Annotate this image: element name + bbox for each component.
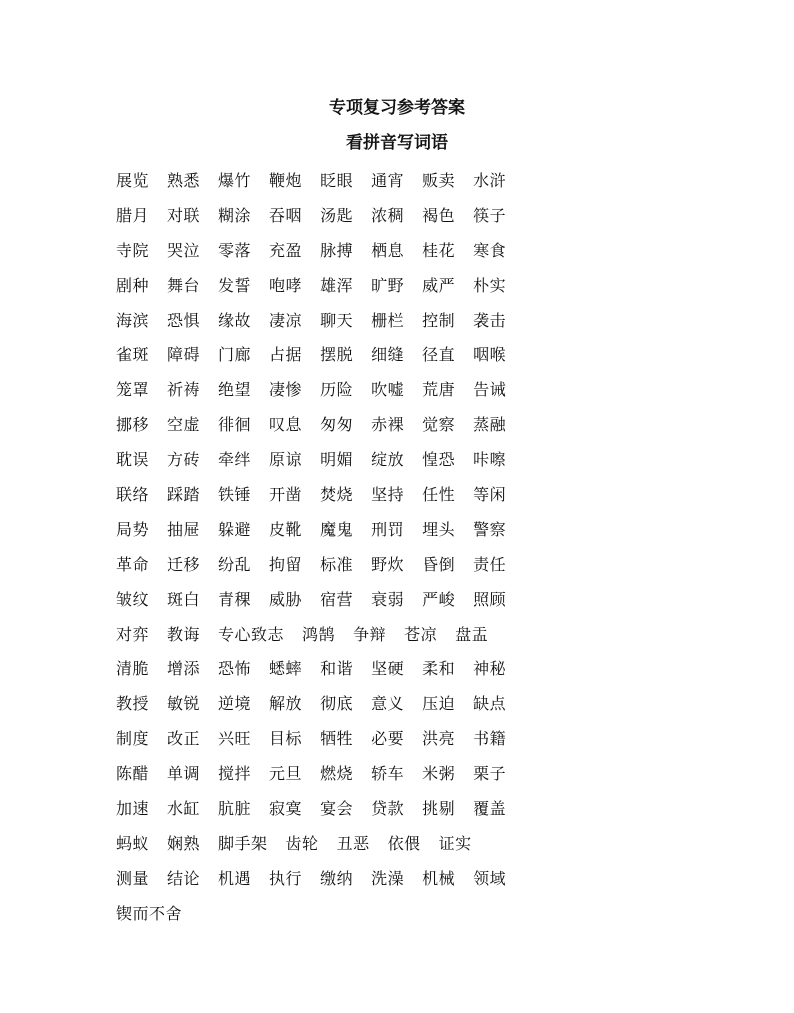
word-item: 覆盖: [473, 798, 507, 818]
word-item: 教授: [116, 694, 150, 714]
word-item: 浓稠: [371, 205, 405, 225]
word-item: 对联: [167, 205, 201, 225]
word-item: 领域: [473, 868, 507, 888]
word-item: 逆境: [218, 694, 252, 714]
word-item: 哭泣: [167, 240, 201, 260]
word-item: 占据: [269, 345, 303, 365]
word-item: 通宵: [371, 170, 405, 190]
word-item: 腊月: [116, 205, 150, 225]
word-item: 牵绊: [218, 450, 252, 470]
word-row: [116, 616, 736, 651]
word-item: 刑罚: [371, 519, 405, 539]
word-item: 踩踏: [167, 484, 201, 504]
word-item: 赤裸: [371, 415, 405, 435]
word-item: 剧种: [116, 275, 150, 295]
word-item: 严峻: [422, 589, 456, 609]
word-item: 威胁: [269, 589, 303, 609]
word-item: 展览: [116, 170, 150, 190]
word-item: 鞭炮: [269, 170, 303, 190]
word-item: 躲避: [218, 519, 252, 539]
word-row: [116, 511, 736, 546]
page-title: 专项复习参考答案: [329, 98, 465, 118]
word-item: 凄凉: [269, 310, 303, 330]
word-item: 径直: [422, 345, 456, 365]
word-item: 袭击: [473, 310, 507, 330]
word-item: 增添: [167, 659, 201, 679]
word-item: 证实: [438, 833, 472, 853]
word-item: 筷子: [473, 205, 507, 225]
word-item: 衰弱: [371, 589, 405, 609]
word-item: 缘故: [218, 310, 252, 330]
word-item: 革命: [116, 554, 150, 574]
word-item: 野炊: [371, 554, 405, 574]
word-row: [116, 581, 736, 616]
word-item: 目标: [269, 729, 303, 749]
word-item: 寂寞: [269, 798, 303, 818]
word-item: 苍凉: [404, 624, 438, 644]
word-item: 青稞: [218, 589, 252, 609]
word-item: 必要: [371, 729, 405, 749]
word-item: 焚烧: [320, 484, 354, 504]
word-item: 吞咽: [269, 205, 303, 225]
word-item: 控制: [422, 310, 456, 330]
word-item: 细缝: [371, 345, 405, 365]
word-item: 历险: [320, 380, 354, 400]
word-item: 轿车: [371, 764, 405, 784]
word-row: [116, 825, 736, 860]
word-item: 威严: [422, 275, 456, 295]
word-item: 压迫: [422, 694, 456, 714]
word-item: 旷野: [371, 275, 405, 295]
word-item: 褐色: [422, 205, 456, 225]
word-item: 神秘: [473, 659, 507, 679]
word-item: 任性: [422, 484, 456, 504]
word-item: 米粥: [422, 764, 456, 784]
word-row: [116, 546, 736, 581]
word-item: 皮靴: [269, 519, 303, 539]
word-item: 摆脱: [320, 345, 354, 365]
word-item: 丑恶: [336, 833, 370, 853]
word-item: 标准: [320, 554, 354, 574]
word-item: 缺点: [473, 694, 507, 714]
word-item: 执行: [269, 868, 303, 888]
word-item: 专心致志: [218, 624, 285, 644]
word-item: 肮脏: [218, 798, 252, 818]
section-heading: 看拼音写词语: [346, 133, 448, 153]
word-item: 警察: [473, 519, 507, 539]
word-item: 告诫: [473, 380, 507, 400]
word-item: 原谅: [269, 450, 303, 470]
word-item: 栅栏: [371, 310, 405, 330]
word-item: 结论: [167, 868, 201, 888]
word-item: 锲而不舍: [116, 903, 183, 923]
word-item: 凄惨: [269, 380, 303, 400]
word-item: 恐怖: [218, 659, 252, 679]
word-item: 测量: [116, 868, 150, 888]
word-item: 洗澡: [371, 868, 405, 888]
word-item: 门廊: [218, 345, 252, 365]
word-item: 眨眼: [320, 170, 354, 190]
word-item: 脚手架: [218, 833, 268, 853]
word-item: 柔和: [422, 659, 456, 679]
word-item: 糊涂: [218, 205, 252, 225]
word-item: 照顾: [473, 589, 507, 609]
word-item: 魔鬼: [320, 519, 354, 539]
word-item: 彻底: [320, 694, 354, 714]
word-item: 盘盂: [455, 624, 489, 644]
word-item: 责任: [473, 554, 507, 574]
word-item: 宿营: [320, 589, 354, 609]
word-item: 寺院: [116, 240, 150, 260]
word-row: [116, 755, 736, 790]
word-item: 贩卖: [422, 170, 456, 190]
word-item: 雄浑: [320, 275, 354, 295]
word-item: 栖息: [371, 240, 405, 260]
word-item: 迁移: [167, 554, 201, 574]
word-item: 局势: [116, 519, 150, 539]
word-row: [116, 162, 736, 197]
word-item: 挪移: [116, 415, 150, 435]
word-item: 陈醋: [116, 764, 150, 784]
word-item: 水缸: [167, 798, 201, 818]
word-list: [116, 162, 736, 930]
word-item: 书籍: [473, 729, 507, 749]
word-item: 拘留: [269, 554, 303, 574]
word-item: 觉察: [422, 415, 456, 435]
word-item: 蒸融: [473, 415, 507, 435]
word-item: 机遇: [218, 868, 252, 888]
word-item: 宴会: [320, 798, 354, 818]
word-item: 雀斑: [116, 345, 150, 365]
word-item: 昏倒: [422, 554, 456, 574]
word-item: 栗子: [473, 764, 507, 784]
word-item: 对弈: [116, 624, 150, 644]
word-item: 水浒: [473, 170, 507, 190]
word-item: 机械: [422, 868, 456, 888]
word-item: 咆哮: [269, 275, 303, 295]
word-item: 叹息: [269, 415, 303, 435]
word-item: 舞台: [167, 275, 201, 295]
word-item: 爆竹: [218, 170, 252, 190]
word-row: [116, 197, 736, 232]
word-item: 恐惧: [167, 310, 201, 330]
word-item: 贷款: [371, 798, 405, 818]
word-item: 依偎: [387, 833, 421, 853]
word-item: 充盈: [269, 240, 303, 260]
word-item: 坚硬: [371, 659, 405, 679]
word-item: 明媚: [320, 450, 354, 470]
word-item: 咔嚓: [473, 450, 507, 470]
word-item: 缴纳: [320, 868, 354, 888]
word-item: 单调: [167, 764, 201, 784]
word-row: [116, 790, 736, 825]
word-item: 制度: [116, 729, 150, 749]
word-item: 寒食: [473, 240, 507, 260]
word-item: 牺牲: [320, 729, 354, 749]
word-item: 方砖: [167, 450, 201, 470]
word-item: 洪亮: [422, 729, 456, 749]
word-row: [116, 720, 736, 755]
word-item: 障碍: [167, 345, 201, 365]
word-item: 绽放: [371, 450, 405, 470]
word-item: 空虚: [167, 415, 201, 435]
word-item: 熟悉: [167, 170, 201, 190]
word-row: [116, 232, 736, 267]
word-item: 聊天: [320, 310, 354, 330]
word-row: [116, 441, 736, 476]
word-item: 绝望: [218, 380, 252, 400]
word-row: [116, 476, 736, 511]
word-item: 等闲: [473, 484, 507, 504]
word-item: 开凿: [269, 484, 303, 504]
word-item: 耽误: [116, 450, 150, 470]
word-item: 纷乱: [218, 554, 252, 574]
word-item: 争辩: [353, 624, 387, 644]
word-item: 意义: [371, 694, 405, 714]
word-item: 脉搏: [320, 240, 354, 260]
word-item: 笼罩: [116, 380, 150, 400]
word-item: 加速: [116, 798, 150, 818]
word-row: [116, 336, 736, 371]
word-item: 朴实: [473, 275, 507, 295]
word-item: 蟋蟀: [269, 659, 303, 679]
word-item: 燃烧: [320, 764, 354, 784]
word-item: 咽喉: [473, 345, 507, 365]
word-item: 零落: [218, 240, 252, 260]
word-item: 清脆: [116, 659, 150, 679]
word-item: 娴熟: [167, 833, 201, 853]
word-row: [116, 860, 736, 895]
word-item: 海滨: [116, 310, 150, 330]
word-item: 教诲: [167, 624, 201, 644]
word-item: 鸿鹄: [302, 624, 336, 644]
word-item: 和谐: [320, 659, 354, 679]
word-item: 发誓: [218, 275, 252, 295]
word-item: 祈祷: [167, 380, 201, 400]
word-item: 挑剔: [422, 798, 456, 818]
word-item: 元旦: [269, 764, 303, 784]
word-item: 桂花: [422, 240, 456, 260]
word-item: 坚持: [371, 484, 405, 504]
word-item: 联络: [116, 484, 150, 504]
word-item: 埋头: [422, 519, 456, 539]
word-row: [116, 685, 736, 720]
word-row: [116, 267, 736, 302]
word-item: 搅拌: [218, 764, 252, 784]
word-item: 汤匙: [320, 205, 354, 225]
word-item: 抽屉: [167, 519, 201, 539]
word-item: 解放: [269, 694, 303, 714]
word-item: 蚂蚁: [116, 833, 150, 853]
word-item: 斑白: [167, 589, 201, 609]
word-item: 吹嘘: [371, 380, 405, 400]
word-row: [116, 406, 736, 441]
word-item: 徘徊: [218, 415, 252, 435]
word-item: 齿轮: [285, 833, 319, 853]
word-item: 铁锤: [218, 484, 252, 504]
word-item: 皱纹: [116, 589, 150, 609]
word-item: 兴旺: [218, 729, 252, 749]
word-row: [116, 650, 736, 685]
word-item: 荒唐: [422, 380, 456, 400]
word-item: 匆匆: [320, 415, 354, 435]
word-row: [116, 302, 736, 337]
word-item: 敏锐: [167, 694, 201, 714]
word-row: [116, 371, 736, 406]
word-item: 惶恐: [422, 450, 456, 470]
word-row: [116, 895, 736, 930]
word-item: 改正: [167, 729, 201, 749]
